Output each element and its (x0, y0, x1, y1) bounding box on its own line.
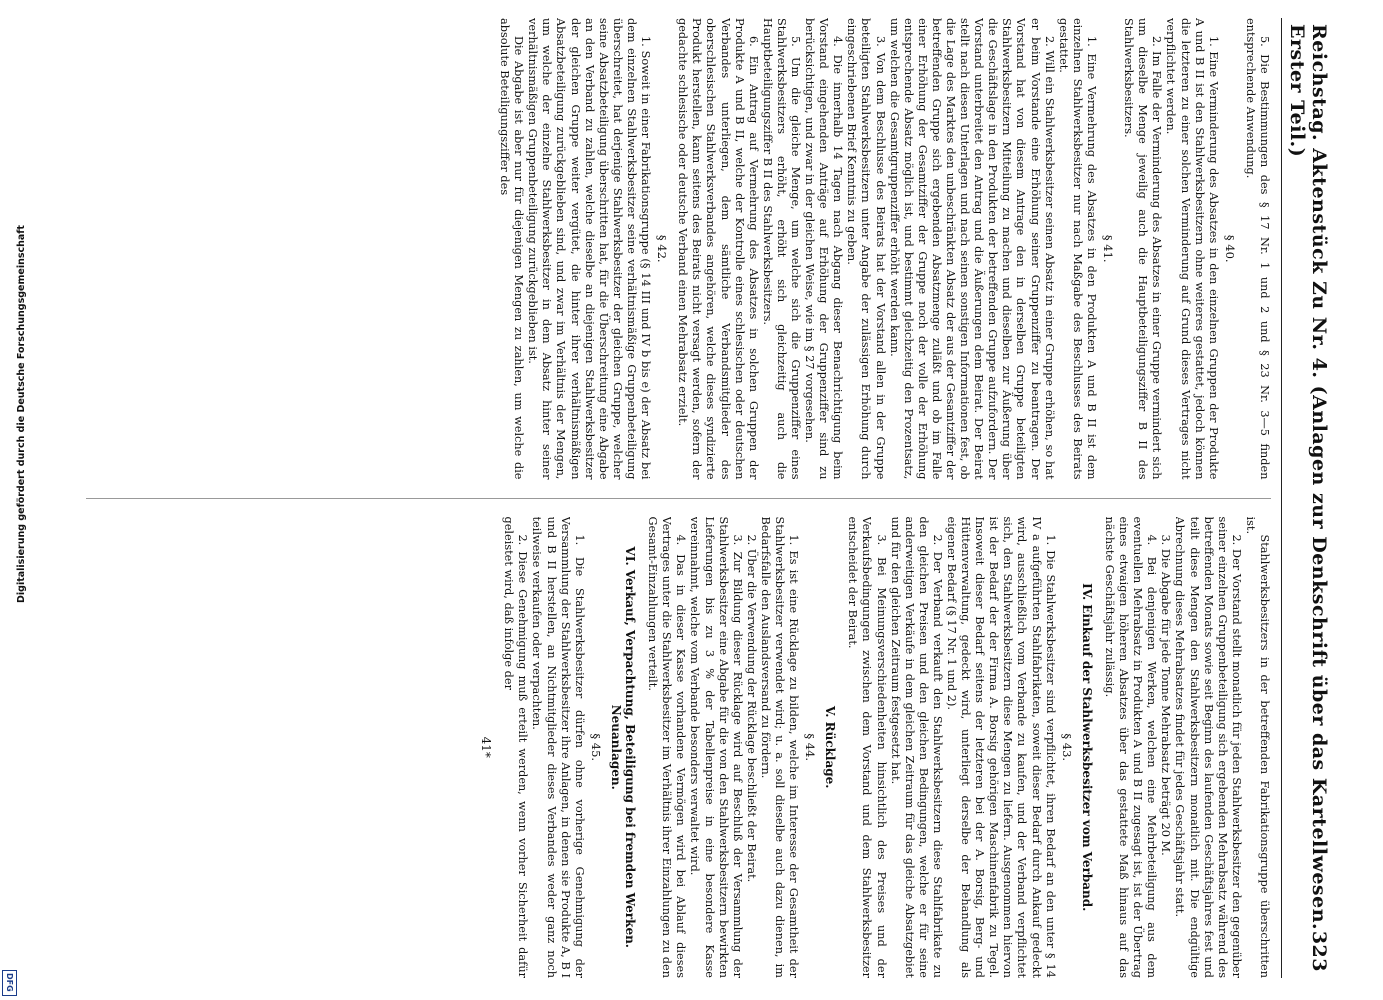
paragraph: 6. Ein Antrag auf Vermehrung des Absatzes in solchen Gruppen der Produkte A und B II, welche der Kontrolle eines schlesischen oder deutschen Verbandes unterliegen, dem sämtliche Verbandsmitglieder des oberschlesischen Stahlwerksverbandes angehören, welche dieses syndizierte Produkt herstellen, kann seitens des Beirats nicht versagt werden, sofern der gedachte schlesische oder deutsche Verband einen Mehrabsatz erzielt. (676, 18, 760, 480)
paragraph: 4. Das in dieser Kasse vorhandene Vermögen wird bei Ablauf dieses Vertrages unter die Stahlwerksbesitzer im Verhältnis ihrer Einzahlungen zu den Gesamt-Einzahlungen verteilt. (646, 516, 688, 978)
paragraph: 5. Die Bestimmungen des § 17 Nr. 1 und 2 und § 23 Nr. 3—5 finden entsprechende Anwendung. (1243, 18, 1271, 480)
signature-mark: 41* (479, 736, 494, 758)
left-column (86, 18, 1271, 480)
paragraph: 3. Die Abgabe für jede Tonne Mehrabsatz beträgt 20 M. (1159, 534, 1173, 856)
chapter-heading: V. Rücklage. (823, 706, 838, 789)
paragraph: 1. Eine Verminderung des Absatzes in den einzelnen Gruppen der Produkte A und B II ist den Stahlwerksbesitzern ohne weiteres gestattet, jedoch können die letzteren zu einer solchen Verminderung auf Grund dieses Vertrages nicht verpflichtet werden. (1164, 18, 1220, 480)
dfg-logo-text: DFG (5, 973, 14, 992)
right-column (86, 517, 1271, 979)
scanned-page (80, 18, 1330, 978)
running-head (1281, 18, 1330, 978)
chapter-heading: IV. Einkauf der Stahlwerksbesitzer vom Verband. (1079, 583, 1094, 912)
paragraph: 1. Eine Vermehrung des Absatzes in den Produkten A und B II ist dem einzelnen Stahlwerksbesitzer nur nach Maßgabe des Beschlusses des Beirats gestattet. (1056, 18, 1098, 480)
section-heading: § 44. (803, 733, 818, 762)
paragraph: Stahlwerksbesitzers in der betreffenden Fabrikationsgruppe überschritten ist. (1243, 516, 1271, 978)
section-heading: § 41. (1101, 234, 1116, 263)
paragraph: 2. Diese Genehmigung muß erteilt werden, wenn vorher Sicherheit dafür geleistet wird, daß infolge der (502, 516, 530, 978)
paragraph: 3. Zur Bildung dieser Rücklage wird auf Beschluß der Versammlung der Stahlwerksbesitzer eine Abgabe für die von den Stahlwerksbesitzern bewirkten Lieferungen bis zu 3 % der Tabellenpreise in eine besondere Kasse vereinnahmt, welche vom Verbande besonders verwaltet wird. (688, 516, 744, 978)
column-divider (86, 498, 1271, 499)
paragraph: 2. Im Falle der Verminderung des Absatzes in einer Gruppe vermindert sich um dieselbe Menge jeweilig auch die Hauptbeteiligungsziffer B II des Stahlwerksbesitzers. (1122, 18, 1164, 480)
digitization-note-text: Digitalisierung gefördert durch die Deutsche Forschungsgemeinschaft (16, 225, 27, 603)
paragraph: 4. Die innerhalb 14 Tagen nach Abgang dieser Benachrichtigung beim Vorstand eingehenden Anträge auf Erhöhung der Gruppenziffer sind zu berücksichtigen, und zwar in der gleichen Weise, wie im § 27 vorgesehen. (803, 18, 845, 480)
paragraph: 1. Die Stahlwerksbesitzer dürfen ohne vorherige Genehmigung der Versammlung der Stahlwerksbesitzer ihre Anlagen, in denen sie Produkte A, B I und B II herstellen, an Nichtmitglieder dieses Verbandes weder ganz noch teilweise verkaufen oder verpachten. (530, 516, 586, 978)
paragraph: 4. Bei denjenigen Werken, welchen eine Mehrbeteiligung aus dem eventuellen Mehrabsatz in Produkten A und B II zugesagt ist, ist der Übertrag eines etwaigen höheren Absatzes über das gestattete Maß hinaus auf das nächste Geschäftsjahr zulässig. (1102, 516, 1159, 978)
paragraph: 2. Der Verband verkauft den Stahlwerksbesitzern diese Stahlfabrikate zu den gleichen Preisen und den gleichen Bedingungen, welche er für seine anderweitigen Verkäufe in dem gleichen Zeitraum für das gleiche Absatzgebiet und für den gleichen Zeitraum festgesetzt hat. (888, 516, 944, 978)
text-columns (86, 18, 1271, 978)
paragraph: Die Abgabe ist aber nur für diejenigen Mengen zu zahlen, um welche die absolute Beteiligungsziffer des (498, 18, 526, 480)
section-heading: § 42. (655, 234, 670, 263)
digitization-note (2, 0, 27, 1000)
paragraph: 1. Es ist eine Rücklage zu bilden, welche im Interesse der Gesamtheit der Stahlwerksbesitzer verwendet wird; u. a. soll dieselbe auch dazu dienen, im Bedarfsfalle den Auslandsversand zu fördern. (758, 516, 801, 978)
paragraph: 2. Der Vorstand stellt monatlich für jeden Stahlwerksbesitzer den gegenüber seiner einzelnen Gruppenbeteiligung sich ergebenden Mehrabsatz während des betreffenden Monats sowie seit Beginn des laufenden Geschäftsjahres fest und teilt diese Mengen den Stahlwerksbesitzern monatlich mit. Die endgültige Abrechnung dieses Mehrabsatzes findet für jedes Geschäftsjahr statt. (1173, 516, 1243, 978)
section-heading: § 45. (588, 733, 603, 762)
page-number: 323 (1308, 930, 1330, 972)
paragraph: 2. Will ein Stahlwerksbesitzer seinen Absatz in einer Gruppe erhöhen, so hat er beim Vorstande eine Erhöhung seiner Gruppenziffer zu beantragen. Der Vorstand hat von diesem Antrage den in derselben Gruppe beteiligten Stahlwerksbesitzern Mitteilung zu machen und dieselben zur Äußerung über die Geschäftslage in den Produkten der betreffenden Gruppe aufzufordern. Der Vorstand unterbreitet den Antrag und die Äußerungen dem Beirat. Der Beirat stellt nach diesen Unterlagen und nach seinen sonstigen Informationen fest, ob die Lage des Marktes den unbeschränkten Absatz der aus der Gesamtziffer der betreffenden Gruppe sich ergebenden Absatzmenge zuläßt und ob im Falle einer Erhöhung der Gesamtziffer der Gruppe noch der volle der Erhöhung entsprechende Absatz möglich ist, und bestimmt gleichzeitig den Prozentsatz, um welchen die Gesamtgruppenziffer erhöht werden kann. (887, 18, 1056, 480)
paragraph: 3. Bei Meinungsverschiedenheiten hinsichtlich des Preises und der Verkaufsbedingungen zwischen dem Vorstand und dem Stahlwerksbesitzer entscheidet der Beirat. (846, 516, 888, 978)
paragraph: 3. Von dem Beschlusse des Beirats hat der Vorstand allen in der Gruppe beteiligten Stahlwerksbesitzern unter Angabe der zulässigen Erhöhung durch eingeschriebenen Brief Kenntnis zu geben. (845, 18, 887, 480)
dfg-logo (2, 970, 17, 996)
paragraph: 1. Soweit in einer Fabrikationsgruppe (§ 14 III und IV b bis e) der Absatz bei dem einzelnen Stahlwerksbesitzer seine verhältnismäßige Gruppenbeteiligung überschreitet, hat derjenige Stahlwerksbesitzer der gleichen Gruppe, welcher seine Absatzbeteiligung überschritten hat, für die Überschreitung eine Abgabe an den Verband zu zahlen, welche dieselbe an diejenigen Stahlwerksbesitzer der gleichen Gruppe weiter vergütet, die hinter ihrer verhältnismäßigen Absatzbeteiligung zurückgeblieben sind, und zwar im Verhältnis der Mengen, um welche der einzelne Stahlwerksbesitzer in dem Absatz hinter seiner verhältnismäßigen Gruppenbeteiligung zurückgeblieben ist. (526, 18, 653, 480)
chapter-heading: VI. Verkauf, Verpachtung, Beteiligung bei fremden Werken. Neuanlagen. (608, 546, 638, 948)
paragraph: 1. Die Stahlwerksbesitzer sind verpflichtet, ihren Bedarf an den unter § 14 IV a aufgeführten Stahlfabrikaten, soweit dieser Bedarf durch Ankauf gedeckt wird, ausschließlich vom Verbande zu kaufen, und der Verband verpflichtet sich, den Stahlwerksbesitzern diese Mengen zu liefern. Ausgenommen hiervon ist der Bedarf der der Firma A. Borsig gehörigen Maschinenfabrik zu Tegel. Insoweit dieser Bedarf seitens der letzteren bei der A. Borsig, Berg- und Hüttenverwaltung, gedeckt wird, unterliegt derselbe der Behandlung als eigener Bedarf (§ 17 Nr. 1 und 2). (945, 516, 1057, 978)
running-head-title: Reichstag. Aktenstück Zu Nr. 4. (Anlagen zur Denkschrift über das Kartellwesen. Erster Teil.) (1286, 24, 1330, 931)
paragraph: 2. Über die Verwendung der Rücklage beschließt der Beirat. (744, 534, 758, 883)
section-heading: § 43. (1059, 733, 1074, 762)
section-heading: § 40. (1222, 234, 1237, 263)
paragraph: 5. Um die gleiche Menge, um welche sich die Gruppenziffer eines Stahlwerksbesitzers erhöht, erhöht sich gleichzeitig auch die Hauptbeteiligungsziffer B II des Stahlwerksbesitzers. (760, 18, 802, 480)
